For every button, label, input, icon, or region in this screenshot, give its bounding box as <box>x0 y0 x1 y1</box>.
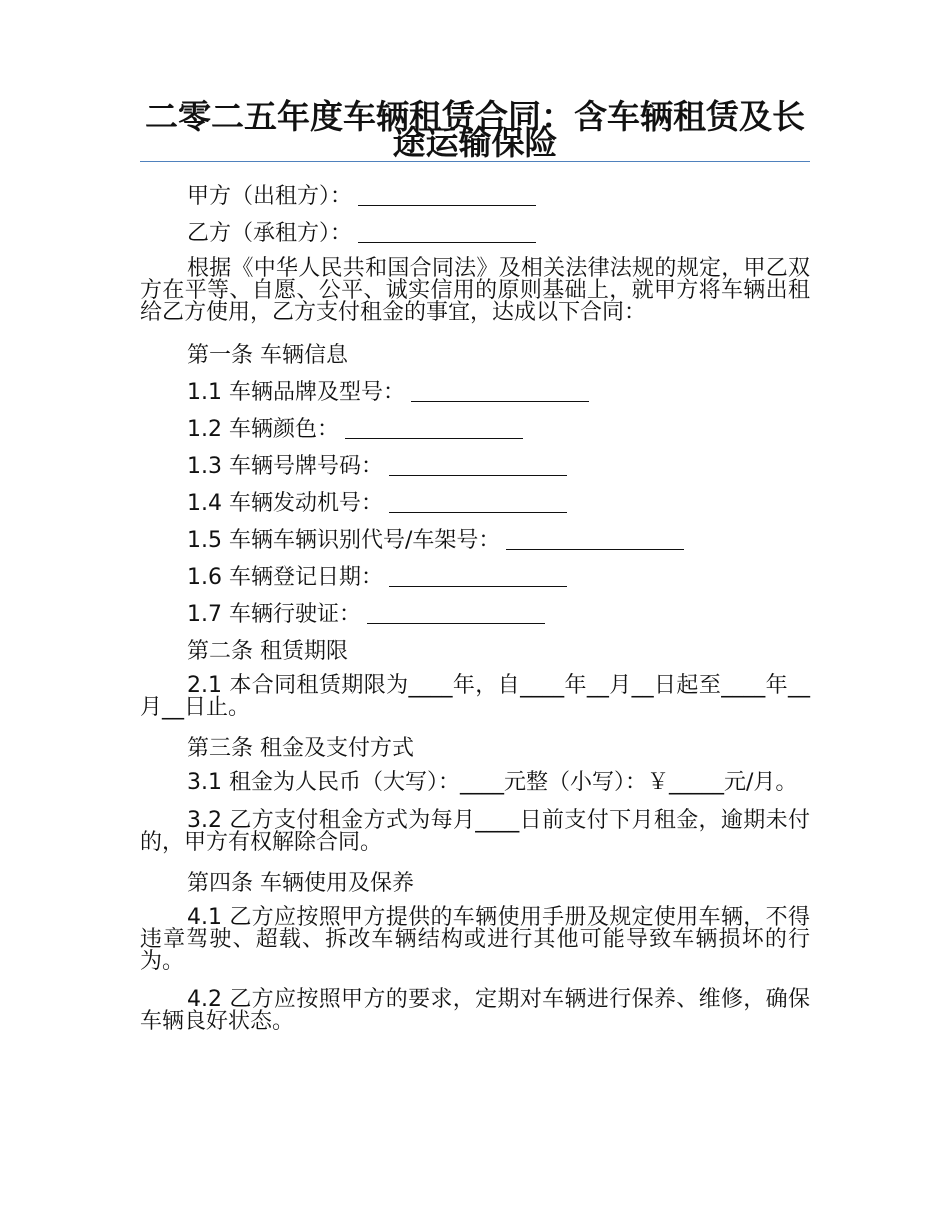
party-b-line <box>140 215 810 252</box>
vehicle-registration-date-line <box>140 559 810 596</box>
vehicle-registration-date-label: 1.6 车辆登记日期： <box>187 565 383 590</box>
preamble-paragraph: 根据《中华人民共和国合同法》及相关法律法规的规定，甲乙双方在平等、自愿、公平、诚实信用的原则基础上，就甲方将车辆出租给乙方使用，乙方支付租金的事宜，达成以下合同： <box>140 256 810 325</box>
clause-4-1: 4.1 乙方应按照甲方提供的车辆使用手册及规定使用车辆，不得违章驾驶、超载、拆改车辆结构或进行其他可能导致车辆损坏的行为。 <box>140 905 810 974</box>
vehicle-license-line <box>140 596 810 633</box>
clause-2-1: 2.1 本合同租赁期限为____年，自____年__月__日起至____年__月__日止。 <box>140 673 810 720</box>
party-a-blank <box>358 185 536 206</box>
clause-3-1: 3.1 租金为人民币（大写）：____元整（小写）：￥_____元/月。 <box>187 770 798 795</box>
vehicle-registration-date-blank <box>389 566 567 587</box>
party-a-line <box>140 178 810 215</box>
article-2-heading: 第二条 租赁期限 <box>187 639 348 664</box>
vehicle-engine-label: 1.4 车辆发动机号： <box>187 491 383 516</box>
clause-4-2: 4.2 乙方应按照甲方的要求，定期对车辆进行保养、维修，确保车辆良好状态。 <box>140 987 810 1034</box>
vehicle-color-line <box>140 411 810 448</box>
vehicle-vin-label: 1.5 车辆车辆识别代号/车架号： <box>187 528 501 553</box>
clause-3-2: 3.2 乙方支付租金方式为每月____日前支付下月租金，逾期未付的，甲方有权解除合同。 <box>140 808 810 855</box>
party-a-label: 甲方（出租方）： <box>187 184 353 209</box>
vehicle-brand-model-blank <box>411 381 589 402</box>
article-4-heading: 第四条 车辆使用及保养 <box>187 871 414 896</box>
vehicle-plate-blank <box>389 455 567 476</box>
vehicle-plate-line <box>140 448 810 485</box>
vehicle-brand-model-line <box>140 374 810 411</box>
document-title: 二零二五年度车辆租赁合同：含车辆租赁及长途运输保险 <box>145 97 805 162</box>
document-body <box>140 178 810 1044</box>
vehicle-plate-label: 1.3 车辆号牌号码： <box>187 454 383 479</box>
vehicle-license-label: 1.7 车辆行驶证： <box>187 602 361 627</box>
article-3-heading: 第三条 租金及支付方式 <box>187 736 414 761</box>
party-b-blank <box>358 222 536 243</box>
vehicle-color-label: 1.2 车辆颜色： <box>187 417 339 442</box>
vehicle-vin-line <box>140 522 810 559</box>
party-b-label: 乙方（承租方）： <box>187 221 353 246</box>
vehicle-license-blank <box>367 603 545 624</box>
article-1-heading: 第一条 车辆信息 <box>187 343 348 368</box>
vehicle-engine-line <box>140 485 810 522</box>
vehicle-color-blank <box>345 418 523 439</box>
vehicle-vin-blank <box>506 529 684 550</box>
vehicle-brand-model-label: 1.1 车辆品牌及型号： <box>187 380 405 405</box>
vehicle-engine-blank <box>389 492 567 513</box>
title-underline <box>140 161 810 162</box>
